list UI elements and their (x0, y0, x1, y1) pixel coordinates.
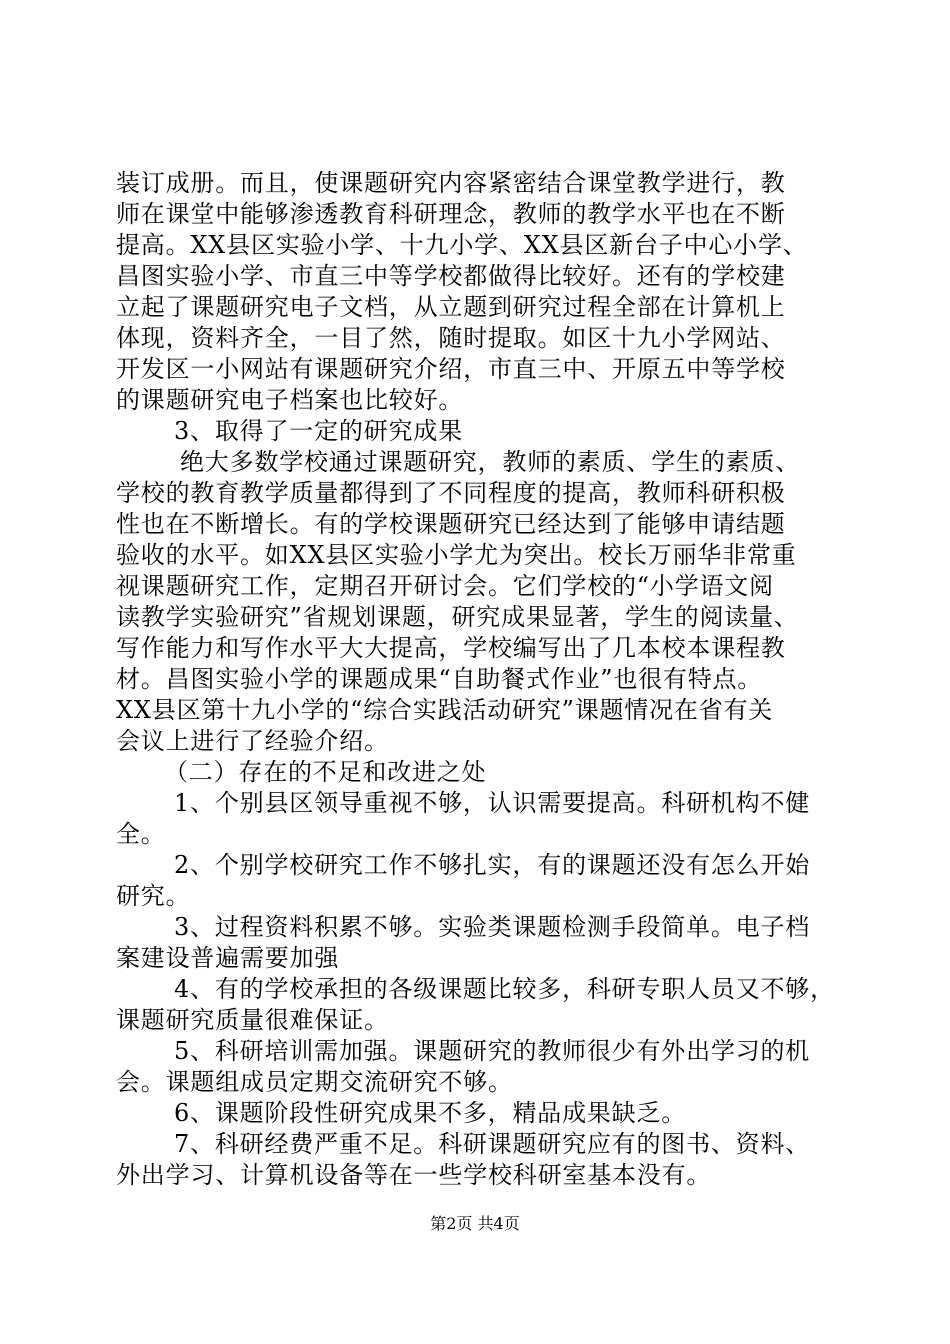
list-item: 5、科研培训需加强。课题研究的教师很少有外出学习的机 (174, 1037, 811, 1065)
text-line: 体现，资料齐全，一目了然，随时提取。如区十九小学网站、 (116, 324, 786, 352)
text-line: 学校的教育教学质量都得到了不同程度的提高，教师科研积极 (116, 479, 786, 507)
text-line: 外出学习、计算机设备等在一些学校科研室基本没有。 (116, 1161, 712, 1189)
text-line: 开发区一小网站有课题研究介绍，市直三中、开原五中等学校 (116, 355, 786, 383)
list-item: 4、有的学校承担的各级课题比较多，科研专职人员又不够， (174, 975, 835, 1003)
text-line: 绝大多数学校通过课题研究，教师的素质、学生的素质、 (180, 448, 800, 476)
text-line: 会。课题组成员定期交流研究不够。 (116, 1068, 513, 1096)
section-heading: （二）存在的不足和改进之处 (164, 758, 487, 786)
list-item: 6、课题阶段性研究成果不多，精品成果缺乏。 (174, 1099, 687, 1127)
text-line: 装订成册。而且，使课题研究内容紧密结合课堂教学进行，教 (116, 169, 786, 197)
text-line: 验收的水平。如XX县区实验小学尤为突出。校长万丽华非常重 (116, 541, 797, 569)
text-line: 的课题研究电子档案也比较好。 (116, 386, 464, 414)
text-line: 读教学实验研究”省规划课题，研究成果显著，学生的阅读量、 (116, 603, 799, 631)
text-line: 昌图实验小学、市直三中等学校都做得比较好。还有的学校建 (116, 262, 786, 290)
page-number-footer: 第2页 共4页 (430, 1214, 520, 1233)
text-line: 师在课堂中能够渗透教育科研理念，教师的教学水平也在不断 (116, 200, 786, 228)
text-line: 提高。XX县区实验小学、十九小学、XX县区新台子中心小学、 (116, 231, 808, 259)
text-line: 研究。 (116, 882, 191, 910)
text-line: XX县区第十九小学的“综合实践活动研究”课题情况在省有关 (116, 696, 774, 724)
text-line: 写作能力和写作水平大大提高，学校编写出了几本校本课程教 (116, 634, 786, 662)
text-line: 课题研究质量很难保证。 (116, 1006, 389, 1034)
list-item: 3、过程资料积累不够。实验类课题检测手段简单。电子档 (174, 913, 811, 941)
section-heading: 3、取得了一定的研究成果 (174, 417, 463, 445)
text-line: 性也在不断增长。有的学校课题研究已经达到了能够申请结题 (116, 510, 786, 538)
list-item: 7、科研经费严重不足。科研课题研究应有的图书、资料、 (174, 1130, 811, 1158)
text-line: 材。昌图实验小学的课题成果“自助餐式作业”也很有特点。 (116, 665, 763, 693)
text-line: 视课题研究工作，定期召开研讨会。它们学校的“小学语文阅 (116, 572, 774, 600)
text-line: 会议上进行了经验介绍。 (116, 727, 389, 755)
list-item: 2、个别学校研究工作不够扎实，有的课题还没有怎么开始 (174, 851, 811, 879)
text-line: 立起了课题研究电子文档，从立题到研究过程全部在计算机上 (116, 293, 786, 321)
text-line: 案建设普遍需要加强 (116, 944, 340, 972)
text-line: 全。 (116, 820, 166, 848)
list-item: 1、个别县区领导重视不够，认识需要提高。科研机构不健 (174, 789, 811, 817)
